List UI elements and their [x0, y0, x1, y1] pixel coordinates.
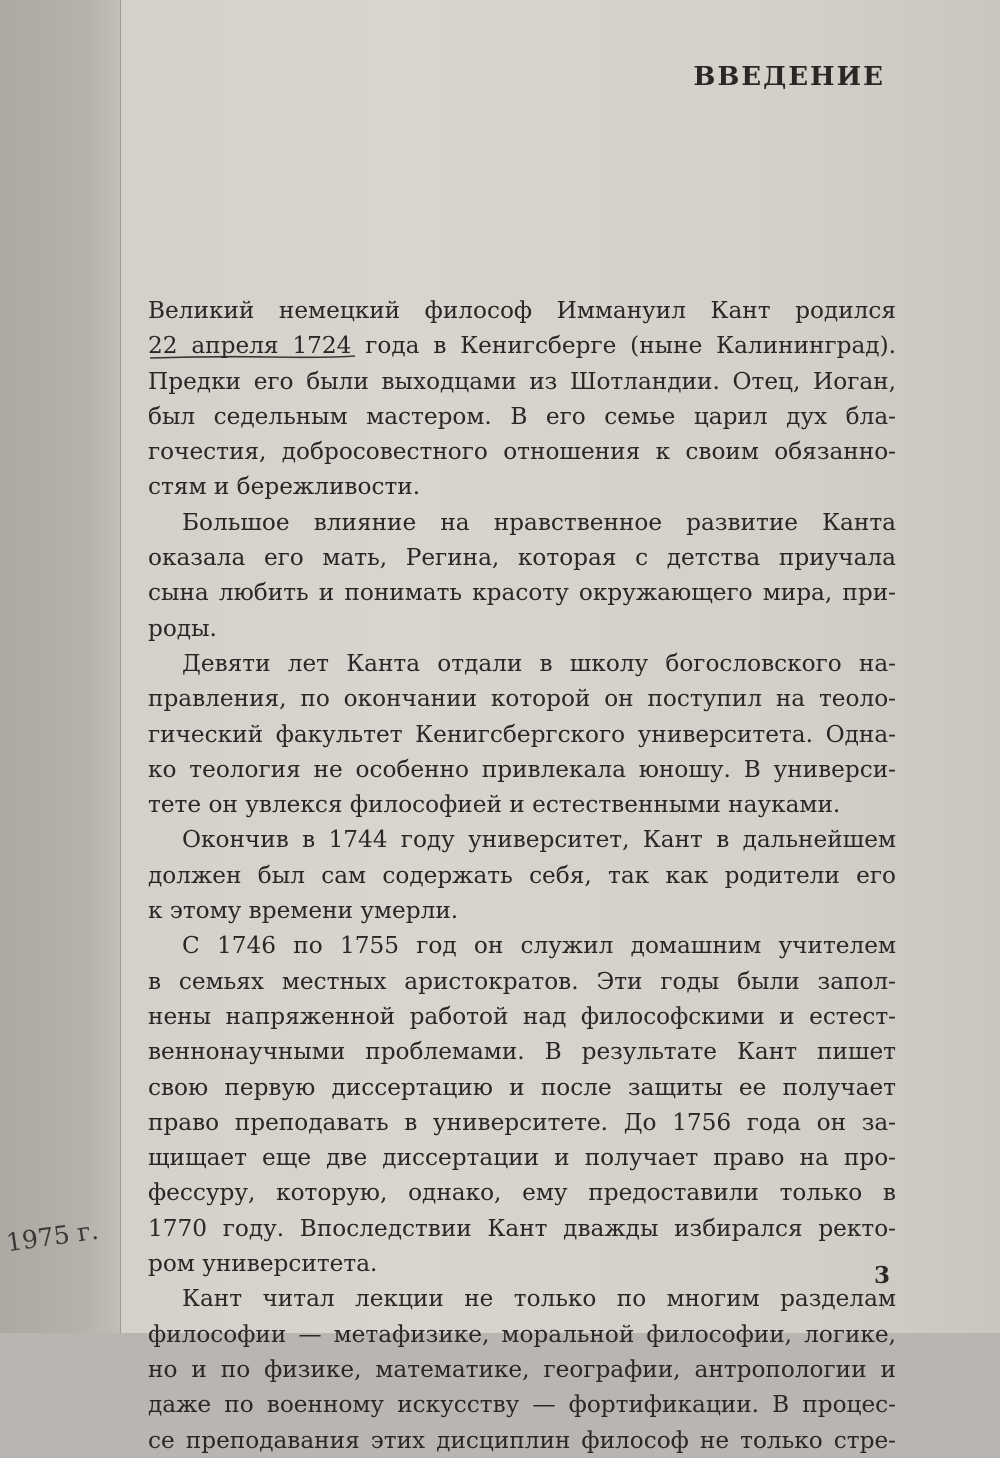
text-line: философии — метафизике, моральной философии, логике,	[148, 1320, 896, 1348]
text-line: ко теология не особенно привлекала юношу. В универси-	[148, 755, 896, 783]
page-number: 3	[873, 1262, 890, 1289]
handwritten-year-note: 1975 г.	[4, 1215, 101, 1258]
text-line: С 1746 по 1755 год он служил домашним учителем	[182, 932, 896, 960]
text-line: Девяти лет Канта отдали в школу богословского на-	[182, 649, 896, 677]
text-line: право преподавать в университете. До 1756 года он за-	[148, 1108, 896, 1136]
text-line: к этому времени умерли.	[148, 897, 459, 925]
text-line: гочестия, добросовестного отношения к своим обязанно-	[148, 438, 896, 466]
text-line: се преподавания этих дисциплин философ не только стре-	[148, 1426, 896, 1454]
body-text	[148, 293, 896, 1458]
text-line: Большое влияние на нравственное развитие Канта	[182, 508, 896, 536]
text-line: нены напряженной работой над философскими и естест-	[148, 1002, 896, 1030]
text-line: даже по военному искусству — фортификации. В процес-	[148, 1391, 896, 1419]
text-line: тете он увлекся философией и естественными науками.	[148, 791, 841, 819]
text-line: правления, по окончании которой он поступил на теоло-	[148, 685, 896, 713]
chapter-heading: ВВЕДЕНИЕ	[693, 62, 885, 92]
text-line: должен был сам содержать себя, так как родители его	[148, 861, 896, 889]
text-line: Великий немецкий философ Иммануил Кант родился	[148, 297, 896, 324]
text-line: в семьях местных аристократов. Эти годы были запол-	[148, 967, 896, 995]
text-line: стям и бережливости.	[148, 473, 421, 501]
text-line: веннонаучными проблемами. В результате Кант пишет	[148, 1038, 896, 1066]
text-line: Окончив в 1744 году университет, Кант в дальнейшем	[182, 826, 896, 854]
text-line: но и по физике, математике, географии, антропологии и	[148, 1355, 896, 1383]
text-line: 1770 году. Впоследствии Кант дважды избирался ректо-	[148, 1214, 896, 1242]
text-line: роды.	[148, 614, 217, 642]
text-line: 22 апреля 1724 года в Кенигсберге (ныне Калининград).	[148, 332, 896, 360]
text-line: ром университета.	[148, 1250, 378, 1278]
text-line: Кант читал лекции не только по многим разделам	[182, 1285, 896, 1313]
text-line: сына любить и понимать красоту окружающего мира, при-	[148, 579, 896, 607]
text-line: оказала его мать, Регина, которая с детства приучала	[148, 544, 896, 572]
text-line: щищает еще две диссертации и получает право на про-	[148, 1144, 896, 1172]
text-line: свою первую диссертацию и после защиты ее получает	[148, 1073, 896, 1101]
text-line: фессуру, которую, однако, ему предоставили только в	[148, 1179, 896, 1207]
book-gutter	[0, 0, 121, 1333]
text-line: был седельным мастером. В его семье царил дух бла-	[148, 402, 896, 430]
text-line: Предки его были выходцами из Шотландии. Отец, Иоган,	[148, 367, 896, 395]
text-line: гический факультет Кенигсбергского университета. Одна-	[148, 720, 896, 748]
